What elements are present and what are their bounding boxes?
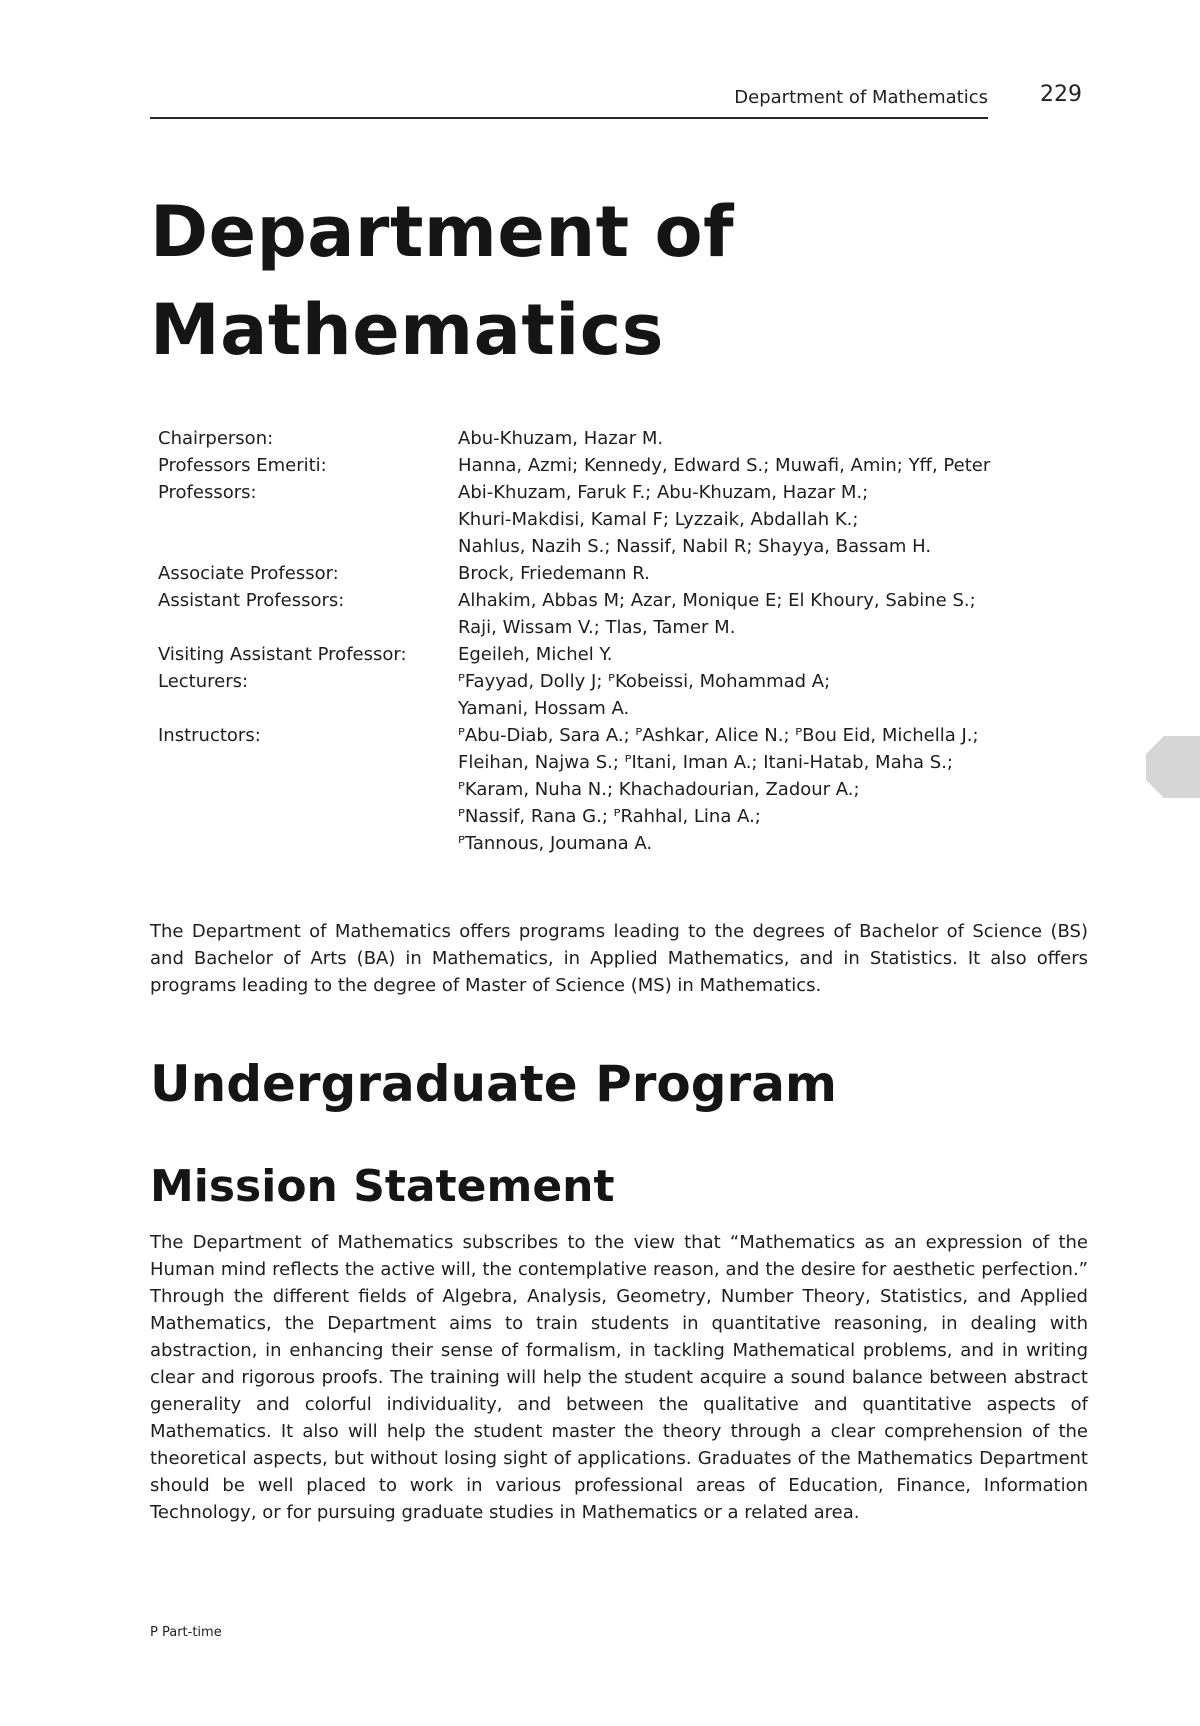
- faculty-role: Professors Emeriti:: [158, 455, 327, 476]
- faculty-list: [158, 425, 1088, 857]
- faculty-name-line: ᴾTannous, Joumana A.: [458, 833, 653, 854]
- running-header: [150, 83, 988, 119]
- footnote-part-time: P Part-time: [150, 1625, 222, 1640]
- faculty-names: [458, 425, 1088, 452]
- faculty-name-line: ᴾAbu-Diab, Sara A.; ᴾAshkar, Alice N.; ᴾBou Eid, Michella J.;: [458, 725, 979, 746]
- faculty-name-line: Fleihan, Najwa S.; ᴾItani, Iman A.; Itani-Hatab, Maha S.;: [458, 752, 953, 773]
- faculty-name-line: Abi-Khuzam, Faruk F.; Abu-Khuzam, Hazar M.;: [458, 482, 869, 503]
- faculty-row: [158, 587, 1088, 641]
- page-title-line-1: Department of: [150, 191, 735, 273]
- faculty-row: [158, 479, 1088, 560]
- faculty-row: [158, 452, 1088, 479]
- mission-statement-heading: Mission Statement: [150, 1161, 615, 1212]
- section-thumb-tab: [1146, 736, 1200, 798]
- faculty-name-line: ᴾFayyad, Dolly J; ᴾKobeissi, Mohammad A;: [458, 671, 831, 692]
- faculty-name-line: ᴾNassif, Rana G.; ᴾRahhal, Lina A.;: [458, 806, 761, 827]
- faculty-names: [458, 641, 1088, 668]
- faculty-row: [158, 560, 1088, 587]
- faculty-role: Visiting Assistant Professor:: [158, 644, 407, 665]
- faculty-name-line: Khuri-Makdisi, Kamal F; Lyzzaik, Abdallah K.;: [458, 509, 859, 530]
- faculty-names: [458, 452, 1088, 479]
- faculty-names: [458, 479, 1088, 560]
- faculty-name-line: Hanna, Azmi; Kennedy, Edward S.; Muwafi, Amin; Yff, Peter: [458, 455, 991, 476]
- faculty-name-line: Yamani, Hossam A.: [458, 698, 630, 719]
- page-number: 229: [1040, 82, 1082, 107]
- faculty-row: [158, 641, 1088, 668]
- page-title-line-2: Mathematics: [150, 289, 664, 371]
- faculty-names: [458, 668, 1088, 722]
- faculty-name-line: Egeileh, Michel Y.: [458, 644, 613, 665]
- faculty-names: [458, 560, 1088, 587]
- faculty-row: [158, 722, 1088, 857]
- undergraduate-program-heading: Undergraduate Program: [150, 1055, 838, 1113]
- faculty-role: Instructors:: [158, 725, 261, 746]
- faculty-role: Assistant Professors:: [158, 590, 345, 611]
- faculty-name-line: Brock, Friedemann R.: [458, 563, 650, 584]
- faculty-name-line: Raji, Wissam V.; Tlas, Tamer M.: [458, 617, 736, 638]
- faculty-row: [158, 425, 1088, 452]
- mission-statement-text: The Department of Mathematics subscribes to the view that “Mathematics as an expression of the Human mind reflects the active will, the contemplative reason, and the desire for aesthetic perfection.” Through the different fields of Algebra, Analysis, Geometry, Number Theory, Statistics, and Applied Mathematics, the Department aims to train students in quantitative reasoning, in dealing with abstraction, in enhancing their sense of formalism, in tackling Mathematical problems, and in writing clear and rigorous proofs. The training will help the student acquire a sound balance between abstract generality and colorful individuality, and between the qualitative and quantitative aspects of Mathematics. It also will help the student master the theory through a clear comprehension of the theoretical aspects, but without losing sight of applications. Graduates of the Mathematics Department should be well placed to work in various professional areas of Education, Finance, Information Technology, or for pursuing graduate studies in Mathematics or a related area.: [150, 1232, 1088, 1523]
- faculty-name-line: ᴾKaram, Nuha N.; Khachadourian, Zadour A.;: [458, 779, 860, 800]
- faculty-names: [458, 587, 1088, 641]
- faculty-role: Associate Professor:: [158, 563, 339, 584]
- faculty-name-line: Nahlus, Nazih S.; Nassif, Nabil R; Shayya, Bassam H.: [458, 536, 932, 557]
- intro-paragraph: The Department of Mathematics offers programs leading to the degrees of Bachelor of Science (BS) and Bachelor of Arts (BA) in Mathematics, in Applied Mathematics, and in Statistics. It also offers programs leading to the degree of Master of Science (MS) in Mathematics.: [150, 921, 1088, 996]
- faculty-name-line: Alhakim, Abbas M; Azar, Monique E; El Khoury, Sabine S.;: [458, 590, 976, 611]
- running-header-title: Department of Mathematics: [734, 87, 988, 108]
- faculty-name-line: Abu-Khuzam, Hazar M.: [458, 428, 664, 449]
- faculty-role: Chairperson:: [158, 428, 274, 449]
- faculty-role: Professors:: [158, 482, 257, 503]
- faculty-role: Lecturers:: [158, 671, 249, 692]
- page-title: [150, 183, 734, 379]
- faculty-row: [158, 668, 1088, 722]
- faculty-names: [458, 722, 1088, 857]
